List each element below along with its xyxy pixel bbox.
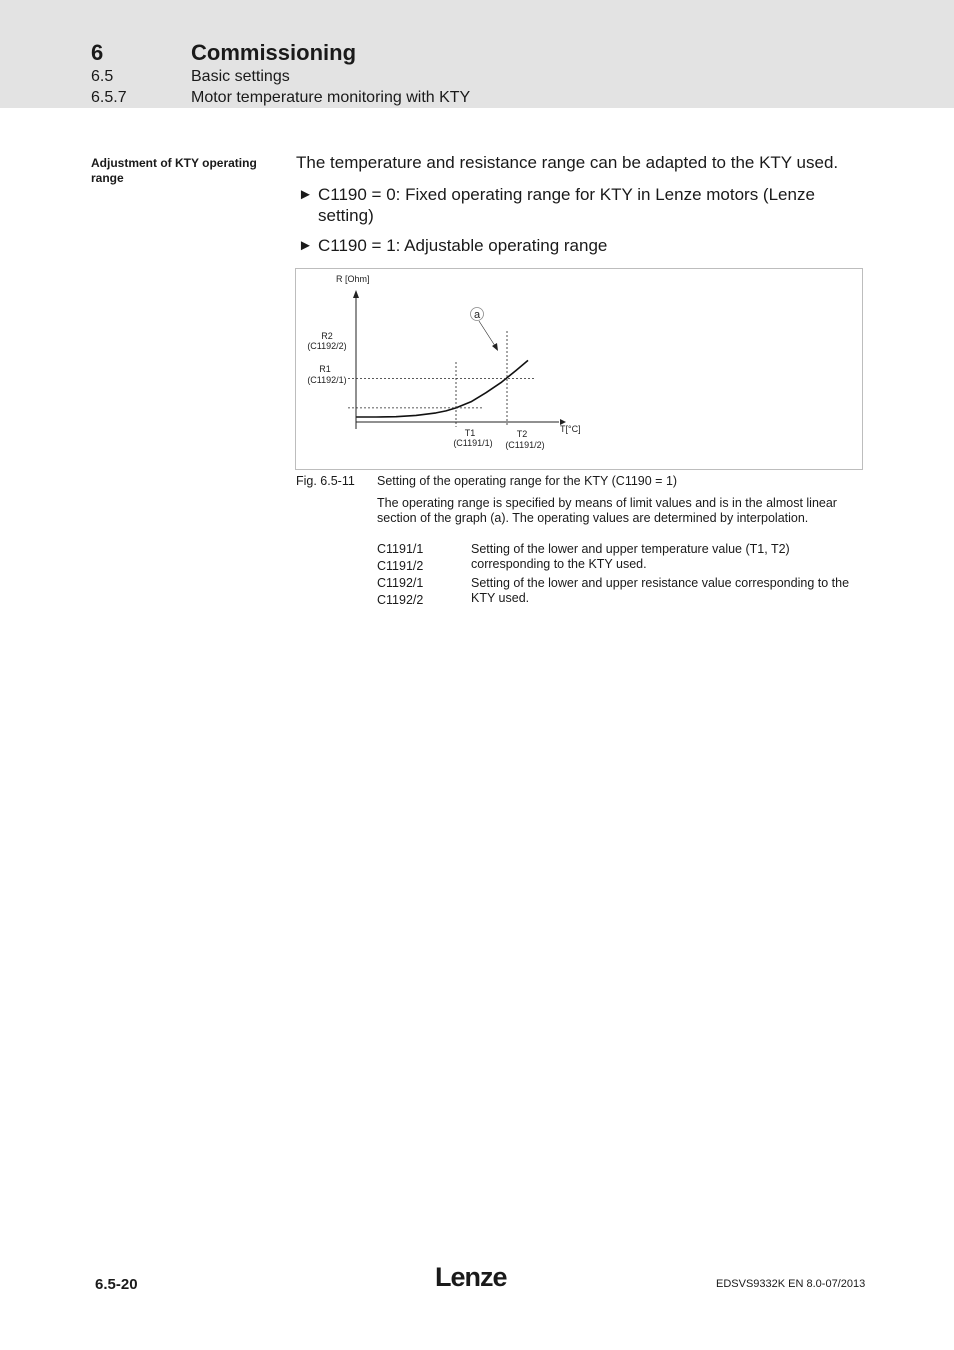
bullet-item — [298, 184, 838, 226]
bullet-text: C1190 = 0: Fixed operating range for KTY in Lenze motors (Lenze setting) — [318, 185, 815, 225]
param-code: C1191/2 — [377, 559, 424, 573]
y-tick-label: R1 — [319, 364, 331, 374]
annotation-arrowhead — [492, 343, 498, 351]
bullet-text: C1190 = 1: Adjustable operating range — [318, 236, 608, 255]
param-description: Setting of the lower and upper resistance value corresponding to the KTY used. — [471, 576, 850, 605]
chapter-number: 6 — [91, 40, 104, 65]
header-band — [0, 0, 954, 108]
param-code: C1192/2 — [377, 593, 424, 607]
kty-chart — [296, 269, 862, 469]
lead-text: The temperature and resistance range can be adapted to the KTY used. — [296, 153, 839, 172]
x-tick-sublabel: (C1191/1) — [453, 438, 493, 448]
x-tick-label: T2 — [516, 429, 528, 439]
lenze-logo: Lenze — [435, 1262, 507, 1292]
document-id: EDSVS9332K EN 8.0-07/2013 — [716, 1278, 866, 1290]
subsection-title: Motor temperature monitoring with KTY — [191, 89, 471, 106]
section-number: 6.5 — [91, 68, 114, 85]
bullet-item — [298, 235, 838, 256]
figure-caption: Setting of the operating range for the KTY (C1190 = 1) — [377, 474, 678, 488]
section-title: Basic settings — [191, 68, 290, 85]
x-axis-label: T[°C] — [560, 424, 581, 434]
param-code: C1191/1 — [377, 542, 424, 556]
chapter-title: Commissioning — [191, 40, 357, 65]
x-tick-label: T1 — [464, 428, 476, 438]
param-code: C1192/1 — [377, 576, 424, 590]
y-tick-sublabel: (C1192/2) — [307, 341, 347, 351]
y-tick-sublabel: (C1192/1) — [307, 375, 347, 385]
bullet-arrow-icon: ► — [298, 237, 313, 254]
x-tick-sublabel: (C1191/2) — [505, 440, 545, 450]
annotation-pointer — [479, 321, 497, 349]
y-axis-label: R [Ohm] — [336, 274, 370, 284]
bullet-arrow-icon: ► — [298, 186, 313, 203]
side-label: Adjustment of KTY operating range — [91, 156, 257, 185]
annotation-label: a — [473, 309, 481, 321]
page-number: 6.5-20 — [95, 1276, 138, 1293]
figure-description: The operating range is specified by means of limit values and is in the almost linear section of the graph (a). The operating values are determined by interpolation. — [377, 496, 837, 525]
y-tick-label: R2 — [321, 331, 333, 341]
subsection-number: 6.5.7 — [91, 89, 127, 106]
param-description: Setting of the lower and upper temperature value (T1, T2) corresponding to the KTY used. — [471, 542, 790, 571]
kty-curve — [356, 360, 528, 417]
figure-label: Fig. 6.5-11 — [296, 474, 355, 488]
figure-box — [295, 268, 863, 470]
